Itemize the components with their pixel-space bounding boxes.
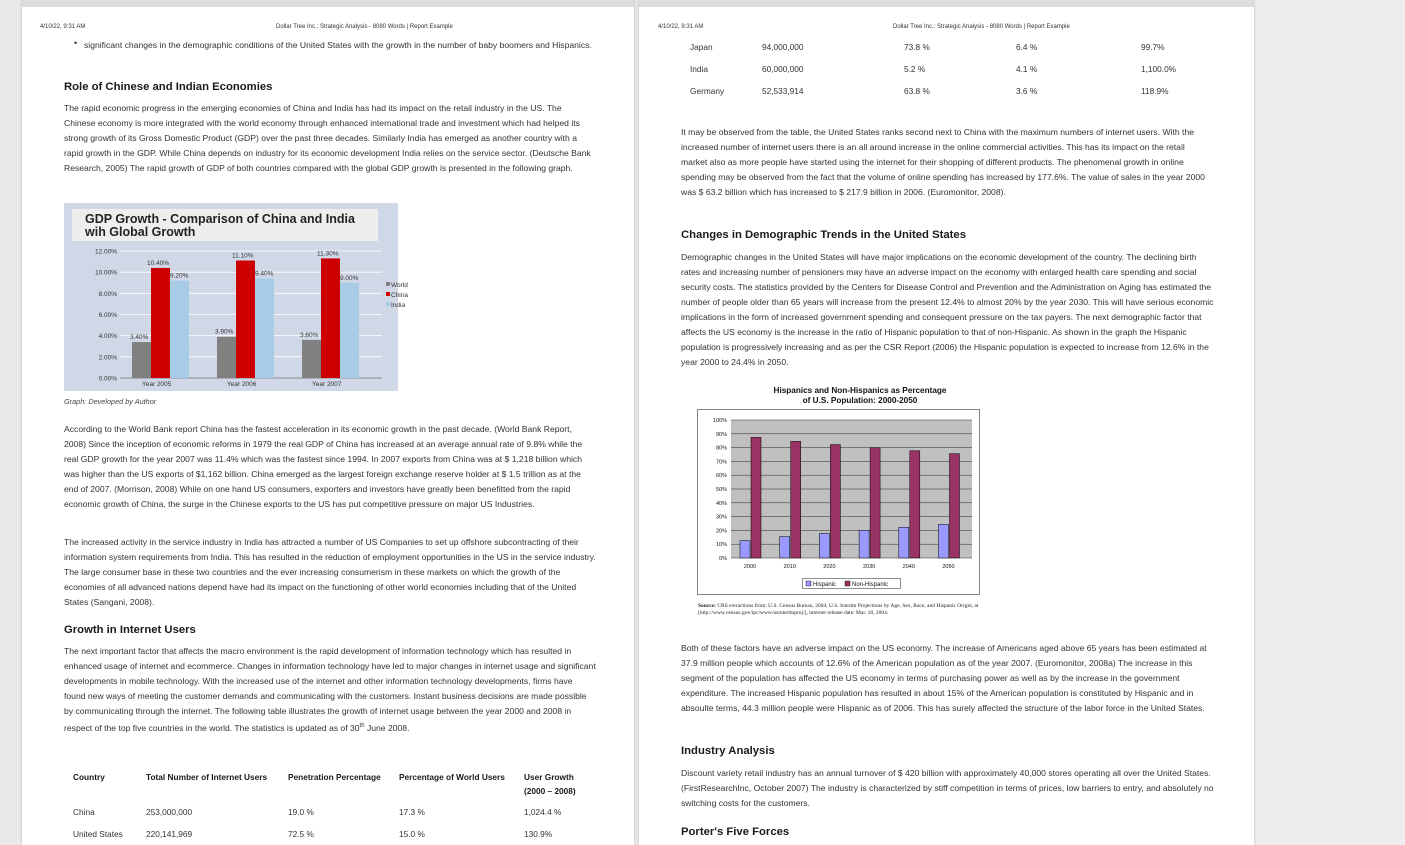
- table-cell: India: [690, 64, 708, 74]
- table-cell: 253,000,000: [146, 807, 193, 817]
- chart-title: Hispanics and Non-Hispanics as Percentage: [773, 386, 947, 395]
- source-text: CRS extractions from: U.S. Census Bureau, 2004, U.S. Interim Projections by Age, Sex, Race, and Hispanic Origin, at [http://www.census.gov/ipc/www/usinterimproj/], internet release date: Mar. 18, 2004.: [698, 603, 979, 616]
- section-heading-porters-five-forces: Porter's Five Forces: [681, 826, 790, 838]
- data-label: 3.90%: [215, 328, 234, 336]
- paragraph-demographic-trends: Demographic changes in the United States will have major implications on the economic development of the country. The declining birth rates and increasing number of pensioners may have an adverse impact on the economy with enlarged health care spending and social security costs. The statistics provided by the Centers for Disease Control and Prevention and the Administration on Aging has estimated the number of people older than 65 years will increase from the present 12.4% to almost 20% by the year 2030. This will have serious economic implications in the form of increased government spending and consequent pressure on the tax payers. The next demographic factor that affects the US economy is the increase in the ratio of Hispanic population to that of non-Hispanic. As shown in the graph the Hispanic population is progressively increasing and as per the CSR Report (2006) the Hispanic population is expected to increase from 12.6% in the year 2000 to 24.4% in 2050.: [681, 252, 1214, 367]
- table-cell: 63.8 %: [904, 86, 930, 96]
- data-label: 9.40%: [255, 270, 274, 278]
- y-tick-label: 10%: [715, 542, 727, 549]
- legend-label: Non-Hispanic: [852, 582, 889, 588]
- table-cell: 15.0 %: [399, 829, 425, 839]
- paragraph-chinese-indian-1: The rapid economic progress in the emerging economies of China and India has had its impact on the retail industry in the US. The Chinese economy is more integrated with the world economy through enhanced international trade and investment which had helped its strong growth of its Gross Domestic Product (GDP) over the past three decades. Similarly India has emerged as another country with a rapid growth in the GDP. While China depends on industry for its economic development India relies on the service sector. (Deutsche Bank Research, 2005) The rapid growth of GDP of both countries compared with the global GDP growth is presented in the following graph.: [64, 103, 591, 173]
- y-tick-label: 6.00%: [98, 312, 117, 319]
- table-cell: Germany: [690, 86, 725, 96]
- bar-china: [151, 268, 170, 378]
- x-tick-label: Year 2007: [312, 381, 342, 388]
- data-label: 3.40%: [130, 334, 149, 342]
- legend-swatch: [386, 292, 390, 296]
- table-cell: Japan: [690, 42, 713, 52]
- bar-china: [236, 261, 255, 378]
- data-label: 9.20%: [170, 272, 189, 280]
- bar-non-hispanic: [870, 448, 880, 558]
- y-tick-label: 60%: [715, 473, 727, 480]
- table-cell: 17.3 %: [399, 807, 425, 817]
- legend-swatch: [845, 581, 850, 586]
- table-cell: 220,141,969: [146, 829, 193, 839]
- table-cell: 3.6 %: [1016, 86, 1038, 96]
- legend-swatch: [806, 581, 811, 586]
- bar-non-hispanic: [791, 441, 801, 558]
- x-tick-label: Year 2006: [227, 381, 257, 388]
- legend-label: World: [391, 282, 408, 289]
- bar-hispanic: [939, 524, 949, 558]
- data-label: 9.00%: [340, 274, 359, 282]
- table-header-world-share: Percentage of World Users: [399, 772, 505, 782]
- y-tick-label: 70%: [715, 459, 727, 466]
- bar-world: [302, 340, 321, 378]
- bar-india: [255, 279, 274, 378]
- section-heading-demographic-trends: Changes in Demographic Trends in the United States: [681, 229, 966, 241]
- y-tick-label: 100%: [712, 418, 727, 424]
- y-tick-label: 30%: [715, 514, 727, 521]
- bar-non-hispanic: [950, 454, 960, 558]
- x-tick-label: 2040: [902, 564, 915, 570]
- paragraph-text-end: June 2008.: [364, 722, 410, 733]
- print-header-date: 4/10/22, 9:31 AM: [40, 24, 86, 30]
- y-tick-label: 10.00%: [94, 269, 117, 277]
- hispanic-population-chart: [697, 384, 997, 598]
- source-label: Source:: [698, 603, 716, 609]
- table-header-total-users: Total Number of Internet Users: [146, 772, 268, 782]
- table-cell: 130.9%: [524, 829, 553, 839]
- bar-hispanic: [780, 537, 790, 558]
- legend-label: India: [391, 302, 406, 309]
- page-top-edge: [639, 0, 1254, 7]
- gdp-growth-chart: [64, 203, 408, 391]
- viewer-background: [1254, 0, 1405, 845]
- y-tick-label: 12.00%: [94, 248, 117, 256]
- x-tick-label: 2050: [942, 564, 955, 570]
- legend-label: China: [391, 292, 408, 299]
- paragraph-internet-impact: It may be observed from the table, the United States ranks second next to China with the maximum numbers of internet users. With the increased number of internet users there is an all around increase in the online commercial activities. This has its impact on the retail market also as more people have started using the internet for their shopping of different products. The phenomenal growth in online spending may be observed from the fact that the volume of online spending has increased by 177.6%. The value of sales in the year 2000 was $ 63.2 billion which has increased to $ 217.9 billion in 2006. (Euromonitor, 2008).: [681, 127, 1205, 197]
- section-heading-chinese-indian: Role of Chinese and Indian Economies: [64, 81, 273, 93]
- bar-world: [217, 337, 236, 378]
- y-tick-label: 50%: [715, 487, 727, 493]
- y-tick-label: 8.00%: [98, 290, 117, 298]
- table-cell: 5.2 %: [904, 64, 926, 74]
- graph-caption: Graph: Developed by Author: [64, 397, 157, 406]
- chart-title-line2: of U.S. Population: 2000-2050: [802, 396, 918, 405]
- bar-hispanic: [859, 530, 869, 558]
- bar-non-hispanic: [751, 437, 761, 558]
- data-label: 11.30%: [317, 250, 339, 258]
- bar-china: [321, 258, 340, 378]
- x-tick-label: 2010: [783, 564, 796, 570]
- table-cell: 1,024.4 %: [524, 807, 562, 817]
- table-cell: 72.5 %: [288, 829, 314, 839]
- paragraph-text: The next important factor that affects the macro environment is the rapid development of information technology which has resulted in enhanced usage of internet and ecommerce. Changes in information technology have led to major changes in internet usage and significant developments in mobile technology. With the increased use of the internet and other information technology developments, firms have found new ways of meeting the customer demands and communicating with the customers. Instant business decisions are made possible by communicating through the internet. The following table illustrates the growth of internet usage between the year 2000 and 2008 in respect of the top five countries in the world. The statistics is updated as of 30: [64, 646, 596, 733]
- bullet-dot: •: [74, 38, 78, 48]
- bullet-text: significant changes in the demographic conditions of the United States with the growth in the number of baby boomers and Hispanics.: [84, 40, 592, 50]
- table-cell: United States: [73, 829, 123, 839]
- legend-swatch: [386, 302, 390, 306]
- table-cell: 73.8 %: [904, 42, 930, 52]
- print-header-date: 4/10/22, 9:31 AM: [658, 24, 704, 30]
- table-cell: 19.0 %: [288, 807, 314, 817]
- data-label: 3.60%: [300, 331, 319, 339]
- paragraph-demographic-impact: Both of these factors have an adverse impact on the US economy. The increase of Americans aged above 65 years has been estimated at 37.9 million people which accounts of 12.6% of the American population as of the year 2007. (Euromonitor, 2008a) The increase in this segment of the population has affected the US economy in terms of purchasing power as well as by the increase in the government expenditure. The increased Hispanic population has resulted in about 15% of the American population is constituted by Hispanic and in absoulte terms, 44.3 million people were Hispanic as of 2006. This has surely affected the structure of the labor force in the United States.: [681, 643, 1207, 713]
- y-tick-label: 4.00%: [98, 333, 117, 341]
- y-tick-label: 20%: [715, 528, 727, 535]
- table-cell: 52,533,914: [762, 86, 804, 96]
- legend-swatch: [386, 282, 390, 286]
- chart-source-note: [698, 603, 998, 617]
- print-header-title: Dollar Tree Inc.: Strategic Analysis - 8080 Words | Report Example: [276, 24, 453, 30]
- data-label: 11.10%: [232, 252, 254, 260]
- bar-hispanic: [899, 527, 909, 558]
- chart-title-line2: wih Global Growth: [85, 225, 196, 239]
- paragraph-chinese-indian-3: The increased activity in the service industry in India has attracted a number of US Companies to set up offshore subcontracting of their information system requirements from India. This has resulted in the reduction of employment opportunities in the US in the service industry. The large consumer base in these two countries and the ever increasing consumerism in these markets on which the growth of the economies of all advanced nations depend have had its impact on the functioning of other world economies including that of the United States (Sangani, 2008).: [64, 537, 596, 607]
- table-header-user-growth: User Growth (2000 – 2008): [524, 772, 576, 796]
- bar-india: [170, 281, 189, 378]
- table-cell: 94,000,000: [762, 42, 804, 52]
- y-tick-label: 80%: [715, 445, 727, 452]
- legend-label: Hispanic: [813, 582, 837, 588]
- paragraph-chinese-indian-2: According to the World Bank report China has the fastest acceleration in its economic growth in the past decade. (World Bank Report, 2008) Since the inception of economic reforms in 1979 the real GDP of China has increased at an average annual rate of 9.8% while the real GDP growth for the year 2007 was 11.4% which was the fastest since 1994. In 2007 exports from China was at $ 1,218 billion which was higher than the US exports of $1,162 billion. China emerged as the largest foreign exchange reserve holder at $ 1.5 trillion as at the end of 2007. (Morrison, 2008) While on one hand US consumers, exporters and investors have greatly been benefitted from the rapid economic growth of China, the surge in the Chinese exports to the US has put competitive pressure on major US Industries.: [64, 424, 583, 509]
- paragraph-industry-analysis: Discount variety retail industry has an annual turnover of $ 420 billion with approximately 40,000 stores operating all over the United States. (FirstResearchInc, October 2007) The industry is characterized by stiff competition in terms of prices, low barriers to entry, and absolutely no switching costs for the customers.: [681, 768, 1214, 808]
- table-cell: 6.4 %: [1016, 42, 1038, 52]
- y-tick-label: 0.00%: [98, 375, 117, 383]
- table-header-country: Country: [73, 772, 105, 782]
- table-cell: 60,000,000: [762, 64, 804, 74]
- bar-world: [132, 342, 151, 378]
- bar-non-hispanic: [830, 445, 840, 558]
- x-tick-label: 2000: [743, 564, 757, 570]
- table-cell: 1,100.0%: [1141, 64, 1177, 74]
- table-header-penetration: Penetration Percentage: [288, 772, 381, 782]
- x-tick-label: Year 2005: [142, 381, 172, 388]
- superscript: th: [359, 723, 365, 729]
- page-top-edge: [22, 0, 634, 7]
- table-cell: 99.7%: [1141, 42, 1165, 52]
- bar-hispanic: [819, 533, 829, 558]
- bar-india: [340, 283, 359, 378]
- document-page-left[interactable]: [22, 0, 634, 845]
- section-heading-industry-analysis: Industry Analysis: [681, 745, 775, 757]
- print-header-title: Dollar Tree Inc.: Strategic Analysis - 8080 Words | Report Example: [893, 24, 1070, 30]
- y-tick-label: 2.00%: [98, 354, 117, 362]
- y-tick-label: 90%: [715, 431, 727, 438]
- table-cell: 118.9%: [1141, 86, 1169, 96]
- bar-hispanic: [740, 541, 750, 558]
- paragraph-internet-users: [64, 644, 596, 736]
- table-cell: China: [73, 807, 95, 817]
- y-tick-label: 0%: [719, 556, 727, 562]
- chart-title: GDP Growth - Comparison of China and India: [85, 212, 355, 226]
- table-cell: 4.1 %: [1016, 64, 1038, 74]
- bar-non-hispanic: [910, 451, 920, 558]
- section-heading-internet-users: Growth in Internet Users: [64, 624, 196, 636]
- x-tick-label: 2020: [823, 564, 836, 570]
- x-tick-label: 2030: [862, 564, 876, 570]
- data-label: 10.40%: [147, 259, 170, 267]
- y-tick-label: 40%: [715, 500, 727, 507]
- document-page-right[interactable]: [639, 0, 1254, 845]
